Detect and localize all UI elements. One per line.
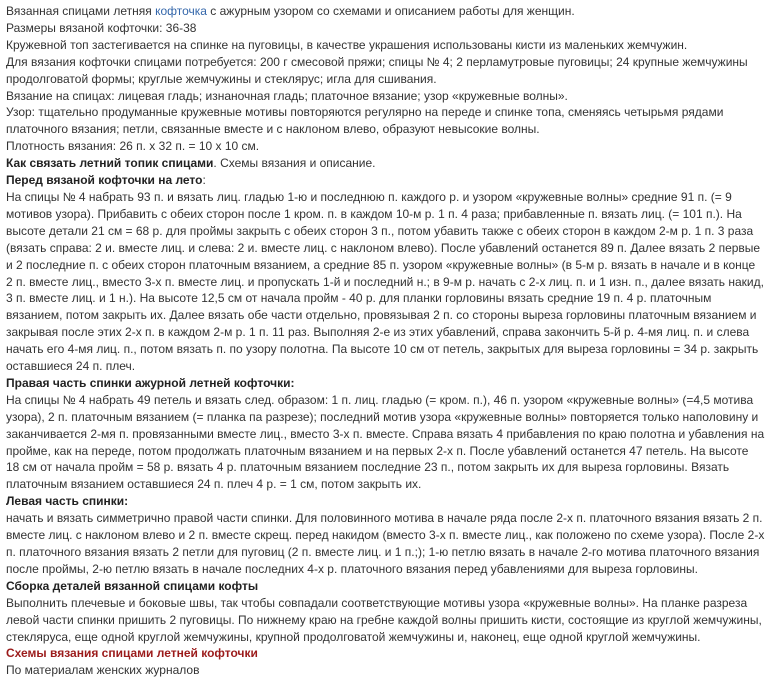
source-footer: По материалам женских журналов bbox=[6, 663, 200, 678]
pattern-paragraph: Узор: тщательно продуманные кружевные мотивы повторяются регулярно на переде и спинке топа, сменяясь четырьмя рядами платочного вязания; петли, связанные вместе и с наклоном влево, образуют невысокие волны. bbox=[6, 105, 724, 137]
gauge-line: Плотность вязания: 26 п. х 32 п. = 10 х 10 см. bbox=[6, 139, 260, 154]
schemes-heading-link[interactable]: Схемы вязания спицами летней кофточки bbox=[6, 646, 258, 661]
front-heading-line bbox=[6, 172, 765, 189]
front-heading: Перед вязаной кофточки на лето bbox=[6, 173, 203, 188]
sizes-line: Размеры вязаной кофточки: 36-38 bbox=[6, 20, 197, 35]
intro-title bbox=[6, 3, 765, 20]
left-back-heading: Левая часть спинки: bbox=[6, 494, 129, 509]
schemes-heading-line bbox=[6, 645, 765, 662]
front-heading-suffix: : bbox=[202, 173, 206, 188]
right-back-paragraph: На спицы № 4 набрать 49 петель и вязать след. образом: 1 п. лиц. гладью (= кром. п.), 46 п. узором «кружевные волны» (=4,5 мотива узора), 2 п. платочным вязанием (= планка па разрезе); последний мотив узора «кружевные волны» повторяется только наполовину и заканчивается 2-мя п. провязанными вместе лиц., вместо 3-х п. вместе. Справа вязать 4 прибавления по краю полотна и убавления на пройме, как на переде, потом продолжать платочным вязанием и на первых 2-х п. После убавлений останется 47 петель. На высоте 18 см от начала пройм = 58 р. вязать 4 р. платочным вязанием последние 23 п., потом закрыть их для выреза горловины. Вязать платочным вязанием оставшиеся 24 п. плеч 4 р. = 1 см, потом закрыть их. bbox=[6, 392, 765, 492]
assembly-heading: Сборка деталей вязанной спицами кофты bbox=[6, 578, 259, 593]
how-to-heading: Как связать летний топик спицами bbox=[6, 156, 214, 171]
front-paragraph: На спицы № 4 набрать 93 п. и вязать лиц. гладью 1-ю и последнюю п. каждого р. и узором «кружевные волны» средние 91 п. (= 9 мотивов узора). Прибавить с обеих сторон после 1 кром. п. в каждом 10-м р. 1 п. 4 раза; прибавленные п. вязать лиц. (= 101 п.). На высоте детали 21 см = 68 р. для проймы закрыть с обеих сторон 3 п., потом убавить также с обеих сторон в каждом 2-м р. 1 п. 3 раза (вязать справа: 2 и. вместе лиц. и слева: 2 и. вместе лиц. с наклоном влево). После убавлений останется 89 п. Далее вязать 2 первые и 2 последние п. с обеих сторон платочным вязанием, а средние 85 п. узором «кружевные волны» (в 5-м р. вязать в начале и в конце 2 п. вместе лиц., вместо 3-х п. вместе лиц. и пропускать 1-й и последний н.; в 9-м р. начать с 2-х лиц. п. и 1 изн. п., далее вязать накид, 3 п. вместе лиц. и 1 н.). На высоте 12,5 см от начала пройм - 40 р. для планки горловины вязать средние 19 п. 4 р. платочным вязанием, потом закрыть их. Далее вязать обе части отдельно, провязывая 2 п. со стороны выреза горловины платочным вязанием и закрывая после этих 2-х п. в каждом 2-м р. 1 п. 11 раз. Выполняя 2-е из этих убавлений, справа закончить 5-й р. 4-мя лиц. п. и слева начать его 4-мя лиц. п., потом вязать п. по узору полотна. Па высоте 10 см от петель, закрытых для выреза горловины = 34 р. закрыть оставшиеся 24 п. плеч. bbox=[6, 189, 764, 374]
how-to-suffix: . Схемы вязания и описание. bbox=[213, 156, 376, 171]
kofta-link[interactable]: кофточка bbox=[155, 4, 207, 18]
techniques-line: Вязание на спицах: лицевая гладь; изнаночная гладь; платочное вязание; узор «кружевные волны». bbox=[6, 88, 568, 103]
assembly-paragraph: Выполнить плечевые и боковые швы, так чтобы совпадали соответствующие мотивы узора «кружевные волны». На планке разреза левой части спинки пришить 2 пуговицы. По нижнему краю на гребне каждой волны пришить кисти, состоящие из круглой жемчужины, стекляруса, еще одной круглой жемчужины, крупной продолговатой жемчужины и, наконец, еще одной круглой жемчужины. bbox=[6, 595, 762, 644]
how-to-line bbox=[6, 155, 765, 172]
right-back-heading: Правая часть спинки ажурной летней кофточки: bbox=[6, 375, 295, 390]
intro-title-prefix: Вязанная спицами летняя bbox=[6, 4, 156, 18]
description-line: Кружевной топ застегивается на спинке на пуговицы, в качестве украшения использованы кисти из маленьких жемчужин. bbox=[6, 37, 688, 52]
intro-title-suffix: с ажурным узором со схемами и описанием работы для женщин. bbox=[206, 4, 575, 18]
materials-paragraph: Для вязания кофточки спицами потребуется: 200 г смесовой пряжи; спицы № 4; 2 перламутровые пуговицы; 24 крупные жемчужины продолговатой формы; круглые жемчужины и стеклярус; игла для сшивания. bbox=[6, 54, 748, 86]
left-back-paragraph: начать и вязать симметрично правой части спинки. Для половинного мотива в начале ряда после 2-х п. платочного вязания вязать 2 п. вместе лиц. с наклоном влево и 2 п. вместе скрещ. перед накидом (вместо 3-х п. вместе лиц., как положено по схеме узора). После 2-х п. платочного вязания вязать 2 петли для пуговиц (2 п. вместе лиц. и 1 п.;); 1-ю петлю вязать в начале 2-го мотива платочного вязания после проймы, 2-ю петлю вязать в начале последних 4-х р. платочного вязания перед убавлениями для выреза горловины. bbox=[6, 511, 765, 576]
